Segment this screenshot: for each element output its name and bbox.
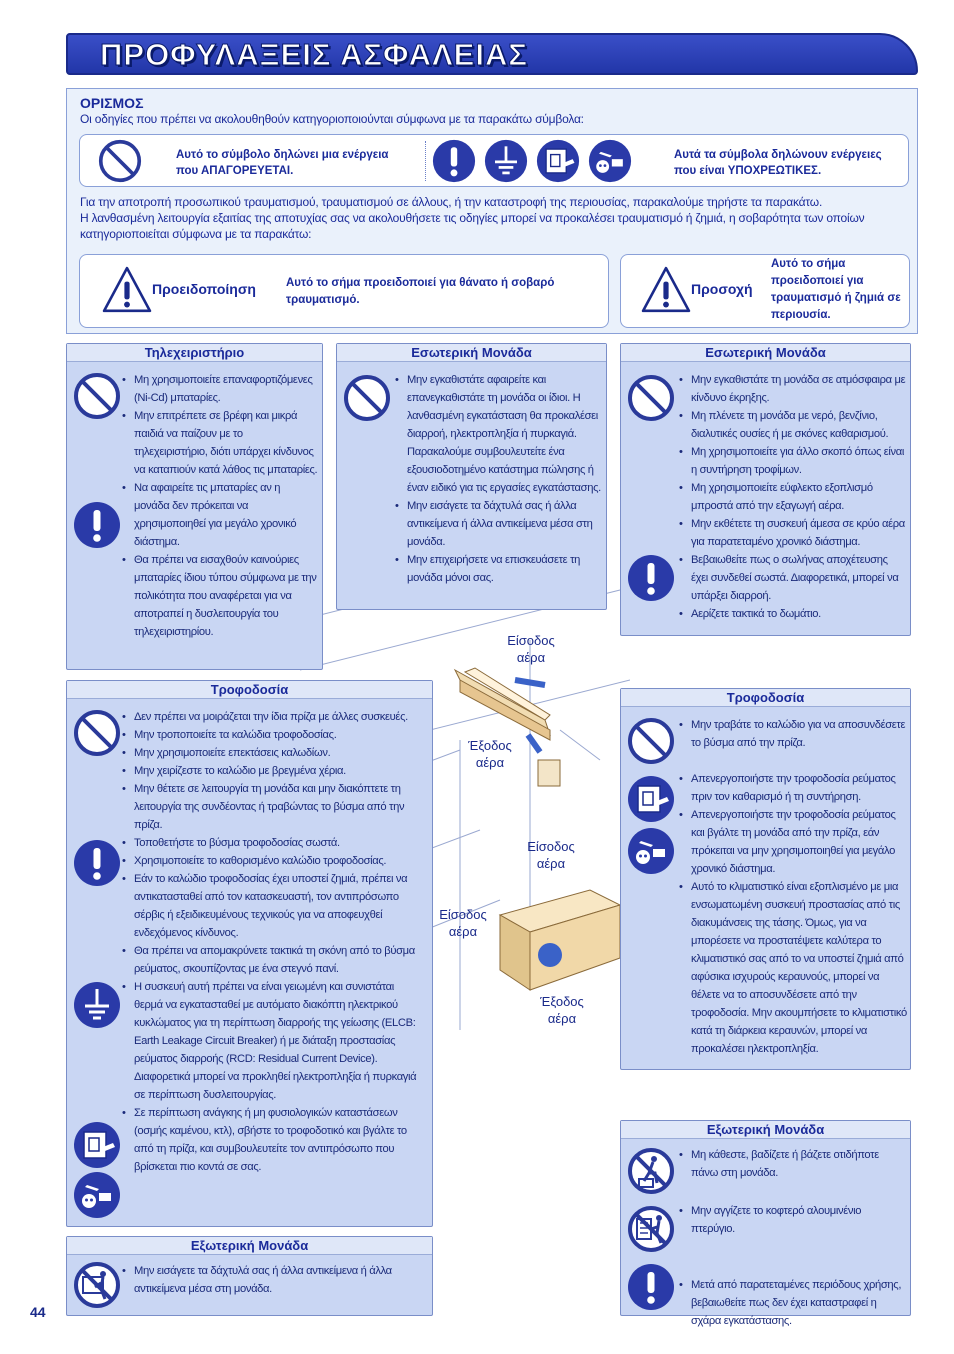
definition-section xyxy=(66,88,918,334)
mandatory-icon xyxy=(627,1263,675,1311)
list-item: • Αυτό το κλιματιστικό είναι εξοπλισμένο με μια ενσωματωμένη συσκευή προστασίας από τις διακυμάνσεις της τάσης. Όμως, για να μπορέσετε να προστατέψετε καλύτερα το κλιματιστικό σας από το να υποστεί ζημιά από αφύσικα ισχυρούς κεραυνούς, μπορεί να θέλετε να το αποσυνδέσετε από την τροφοδοσία. Μην ακουμπήσετε το κλιματιστικό κατά τη διάρκεια κεραυνών, μπορεί να προκαλέσει ηλεκτροπληξία. xyxy=(679,878,907,1058)
air-outlet-label: Έξοδος αέρα xyxy=(540,994,584,1026)
list-item: • Μην χρησιμοποιείτε επεκτάσεις καλωδίων. xyxy=(122,744,424,762)
list-item: • Η συσκευή αυτή πρέπει να είναι γειωμένη και συνιστάται θερμά να εγκατασταθεί με αυτόματο διακόπτη ηλεκτρικού κυκλώματος για τη περίπτωση διαρροής της γείωσης (ELCB: Earth Leakage Circuit Breaker) ή με διάταξη προστασίας ρεύματος διαρροής (RCD: Residual Current Device). Διαφορετικά μπορεί να προκληθεί ηλεκτροπληξία ή πυρκαγιά σε περίπτωση δυσλειτουργίας. xyxy=(122,978,424,1104)
panel-title: Τροφοδοσία xyxy=(67,681,432,699)
list-item: • Αερίζετε τακτικά το δωμάτιο. xyxy=(679,605,907,623)
power1-list xyxy=(122,708,424,1176)
list-item: • Μην εγκαθιστάτε αφαιρείτε και επανεγκαθιστάτε τη μονάδα οι ίδιοι. Η λανθασμένη εγκατάσταση θα προκαλέσει διαρροή, ηλεκτροπληξία ή πυρκαγιά. Παρακαλούμε συμβουλευτείτε ένα εξουσιοδοτημένο κατάστημα πώλησης ή έναν ειδικό για τις εργασίες εγκατάστασης. xyxy=(395,371,602,497)
warning-label: Προειδοποίηση xyxy=(152,281,256,297)
list-item: • Δεν πρέπει να μοιράζεται την ίδια πρίζα με άλλες συσκευές. xyxy=(122,708,424,726)
power-supply-panel-1 xyxy=(66,680,433,1227)
panel-title: Εσωτερική Μονάδα xyxy=(621,344,910,362)
list-item: • Μην αγγίζετε το κοφτερό αλουμινένιο πτερύγιο. xyxy=(679,1202,907,1238)
caution-triangle-icon xyxy=(641,265,691,315)
no-fingers-icon xyxy=(73,1261,121,1309)
list-item: • Εάν το καλώδιο τροφοδοσίας έχει υποστεί ζημιά, πρέπει να αντικατασταθεί από τον κατασκευαστή, τον αντιπρόσωπο σέρβις ή εξειδικευμένους τεχνικούς για να αποφευχθεί ενδεχόμενος κίνδυνος. xyxy=(122,870,424,942)
mandatory-icon xyxy=(627,554,675,602)
list-item: • Μην τραβάτε το καλώδιο για να αποσυνδέσετε το βύσμα από την πρίζα. xyxy=(679,716,907,752)
list-item: • Μην θέτετε σε λειτουργία τη μονάδα και μην διακόπτετε τη λειτουργία της συνδέοντας ή τραβώντας το βύσμα από την πρίζα. xyxy=(122,780,424,834)
panel-title: Τηλεχειριστήριο xyxy=(67,344,322,362)
outdoor-unit-panel-2 xyxy=(620,1120,911,1327)
prohibited-icon xyxy=(343,374,391,422)
list-item: • Βεβαιωθείτε πως ο σωλήνας αποχέτευσης έχει συνδεθεί σωστά. Διαφορετικά, μπορεί να υπάρξει διαρροή. xyxy=(679,551,907,605)
unplug-icon xyxy=(588,139,632,183)
ground-icon xyxy=(484,139,528,183)
list-item: • Να αφαιρείτε τις μπαταρίες αν η μονάδα δεν πρόκειται να χρησιμοποιηθεί για μεγάλο χρονικό διάστημα. xyxy=(122,479,318,551)
switch-off-icon xyxy=(627,775,675,823)
power-supply-panel-2 xyxy=(620,688,911,1070)
definition-title: ΟΡΙΣΜΟΣ xyxy=(80,95,144,111)
caution-label: Προσοχή xyxy=(691,281,753,297)
list-item: • Μη χρησιμοποιείτε εύφλεκτο εξοπλισμό μπροστά από την εξαγωγή αέρα. xyxy=(679,479,907,515)
legend-divider xyxy=(425,141,426,181)
power2-list xyxy=(679,716,907,1058)
list-item: • Μη χρησιμοποιείτε επαναφορτιζόμενες (Ni-Cd) μπαταρίες. xyxy=(122,371,318,407)
page-number: 44 xyxy=(30,1304,46,1320)
prohibited-icon xyxy=(627,374,675,422)
caution-box xyxy=(620,254,910,328)
page-title: ΠΡΟΦΥΛΑΞΕΙΣ ΑΣΦΑΛΕΙΑΣ xyxy=(100,37,528,72)
ground-icon xyxy=(73,981,121,1029)
wall-outlet-drawing xyxy=(538,760,560,786)
warning-triangle-icon xyxy=(102,265,152,315)
definition-body-line: Για την αποτροπή προσωπικού τραυματισμού, τραυματισμού σε άλλους, ή την καταστροφή της περιουσίας, παρακαλούμε τηρήστε τα παρακάτω. xyxy=(80,195,823,209)
warning-description: Αυτό το σήμα προειδοποιεί για θάνατο ή σοβαρό τραυματισμό. xyxy=(286,277,555,306)
list-item: • Θα πρέπει να απομακρύνετε τακτικά τη σκόνη από το βύσμα ρεύματος, σκουπίζοντας με ένα στεγνό πανί. xyxy=(122,942,424,978)
indoor-unit-panel-2 xyxy=(620,343,911,636)
list-item: • Μην χειρίζεστε το καλώδιο με βρεγμένα χέρια. xyxy=(122,762,424,780)
indoor1-list xyxy=(395,371,602,587)
warning-box xyxy=(79,254,609,328)
list-item: • Μην τροποποιείτε τα καλώδια τροφοδοσίας. xyxy=(122,726,424,744)
unplug-icon xyxy=(627,827,675,875)
panel-title: Εξωτερική Μονάδα xyxy=(621,1121,910,1139)
prohibited-icon xyxy=(73,709,121,757)
switch-off-icon xyxy=(73,1121,121,1169)
definition-intro: Οι οδηγίες που πρέπει να ακολουθηθούν κατηγοριοποιούνται σύμφωνα με τα παρακάτω σύμβολα: xyxy=(80,112,584,126)
list-item: • Τοποθετήστε το βύσμα τροφοδοσίας σωστά. xyxy=(122,834,424,852)
outdoor-unit-panel-1 xyxy=(66,1236,433,1316)
list-item: • Μην επιτρέπετε σε βρέφη και μικρά παιδιά να παίζουν με το τηλεχειριστήριο, διότι υπάρχει κίνδυνος να καταπιούν κατά λάθος τις μπαταρίες. xyxy=(122,407,318,479)
symbols-legend xyxy=(79,134,909,187)
list-item: • Μην επιχειρήσετε να επισκευάσετε τη μονάδα μόνοι σας. xyxy=(395,551,602,587)
list-item: • Μη κάθεστε, βαδίζετε ή βάζετε οτιδήποτε πάνω στη μονάδα. xyxy=(679,1146,907,1182)
list-item: • Μη χρησιμοποιείτε για άλλο σκοπό όπως είναι η συντήρηση τροφίμων. xyxy=(679,443,907,479)
prohibited-description: Αυτό το σύμβολο δηλώνει μια ενέργεια που ΑΠΑΓΟΡΕΥΕΤΑΙ. xyxy=(176,149,389,177)
panel-title: Εσωτερική Μονάδα xyxy=(337,344,606,362)
list-item: • Θα πρέπει να εισαχθούν καινούριες μπαταρίες ίδιου τύπου σύμφωνα με την πολικότητα που αναφέρεται για να αποτραπεί η δυσλειτουργία του τηλεχειριστηρίου. xyxy=(122,551,318,641)
list-item: • Σε περίπτωση ανάγκης ή μη φυσιολογικών καταστάσεων (οσμής καμένου, κτλ), σβήστε το τροφοδοτικό και βγάλτε το από τη πρίζα, και συμβουλευτείτε τον αντιπρόσωπο που βρίσκεται πιο κοντά σε σας. xyxy=(122,1104,424,1176)
prohibited-icon xyxy=(627,717,675,765)
air-intake-label: Είσοδος αέρα xyxy=(439,907,487,939)
caution-description: Αυτό το σήμα προειδοποιεί για τραυματισμό ή ζημιά σε περιουσία. xyxy=(771,258,901,321)
remote-list xyxy=(122,371,318,641)
list-item: • Μη πλένετε τη μονάδα με νερό, βενζίνιο, διαλυτικές ουσίες ή με σκόνες καθαρισμού. xyxy=(679,407,907,443)
air-intake-label: Είσοδος αέρα xyxy=(507,633,555,665)
list-item: • Μην εισάγετε τα δάχτυλά σας ή άλλα αντικείμενα ή άλλα αντικείμενα μέσα στη μονάδα. xyxy=(395,497,602,551)
panel-title: Εξωτερική Μονάδα xyxy=(67,1237,432,1255)
outdoor2-list xyxy=(679,1146,907,1330)
mandatory-icon xyxy=(73,501,121,549)
no-touch-fin-icon xyxy=(627,1205,675,1253)
list-item: • Μην εκθέτετε τη συσκευή άμεσα σε κρύο αέρα για παρατεταμένο χρονικό διάστημα. xyxy=(679,515,907,551)
mandatory-icon xyxy=(432,139,476,183)
mandatory-description: Αυτά τα σύμβολα δηλώνουν ενέργειες που είναι ΥΠΟΧΡΕΩΤΙΚΕΣ. xyxy=(674,149,882,177)
no-stepping-icon xyxy=(627,1147,675,1195)
switch-off-icon xyxy=(536,139,580,183)
list-item: • Μετά από παρατεταμένες περιόδους χρήσης, βεβαιωθείτε πως δεν έχει καταστραφεί η σχάρα εγκατάστασης. xyxy=(679,1276,907,1330)
list-item: • Απενεργοποιήστε την τροφοδοσία ρεύματος πριν τον καθαρισμό ή τη συντήρηση. xyxy=(679,770,907,806)
outdoor1-list xyxy=(122,1262,424,1298)
mandatory-icon xyxy=(73,839,121,887)
prohibited-icon xyxy=(73,372,121,420)
air-intake-label: Είσοδος αέρα xyxy=(527,839,575,871)
list-item: • Μην εισάγετε τα δάχτυλά σας ή άλλα αντικείμενα ή άλλα αντικείμενα μέσα στη μονάδα. xyxy=(122,1262,424,1298)
remote-control-panel xyxy=(66,343,323,670)
indoor2-list xyxy=(679,371,907,623)
outdoor-unit-drawing xyxy=(500,890,620,990)
prohibited-icon xyxy=(98,139,142,183)
unplug-icon xyxy=(73,1171,121,1219)
list-item: • Μην εγκαθιστάτε τη μονάδα σε ατμόσφαιρα με κίνδυνο έκρηξης. xyxy=(679,371,907,407)
list-item: • Χρησιμοποιείτε το καθορισμένο καλώδιο τροφοδοσίας. xyxy=(122,852,424,870)
definition-body-line: Η λανθασμένη λειτουργία εξαιτίας της αποτυχίας σας να ακολουθήσετε τις οδηγίες μπορεί να προκαλέσει τραυματισμό ή ζημιά, η σοβαρότητα των οποίων xyxy=(80,211,865,225)
indoor-unit-panel-1 xyxy=(336,343,607,610)
page-header xyxy=(66,33,918,75)
list-item: • Απενεργοποιήστε την τροφοδοσία ρεύματος και βγάλτε τη μονάδα από την πρίζα, εάν πρόκειται να μην χρησιμοποιηθεί για μεγάλο χρονικό διάστημα. xyxy=(679,806,907,878)
panel-title: Τροφοδοσία xyxy=(621,689,910,707)
definition-body xyxy=(80,194,910,242)
definition-body-line: κατηγοριοποιείται σύμφωνα με τα παρακάτω: xyxy=(80,227,312,241)
air-outlet-label: Έξοδος αέρα xyxy=(468,738,512,770)
